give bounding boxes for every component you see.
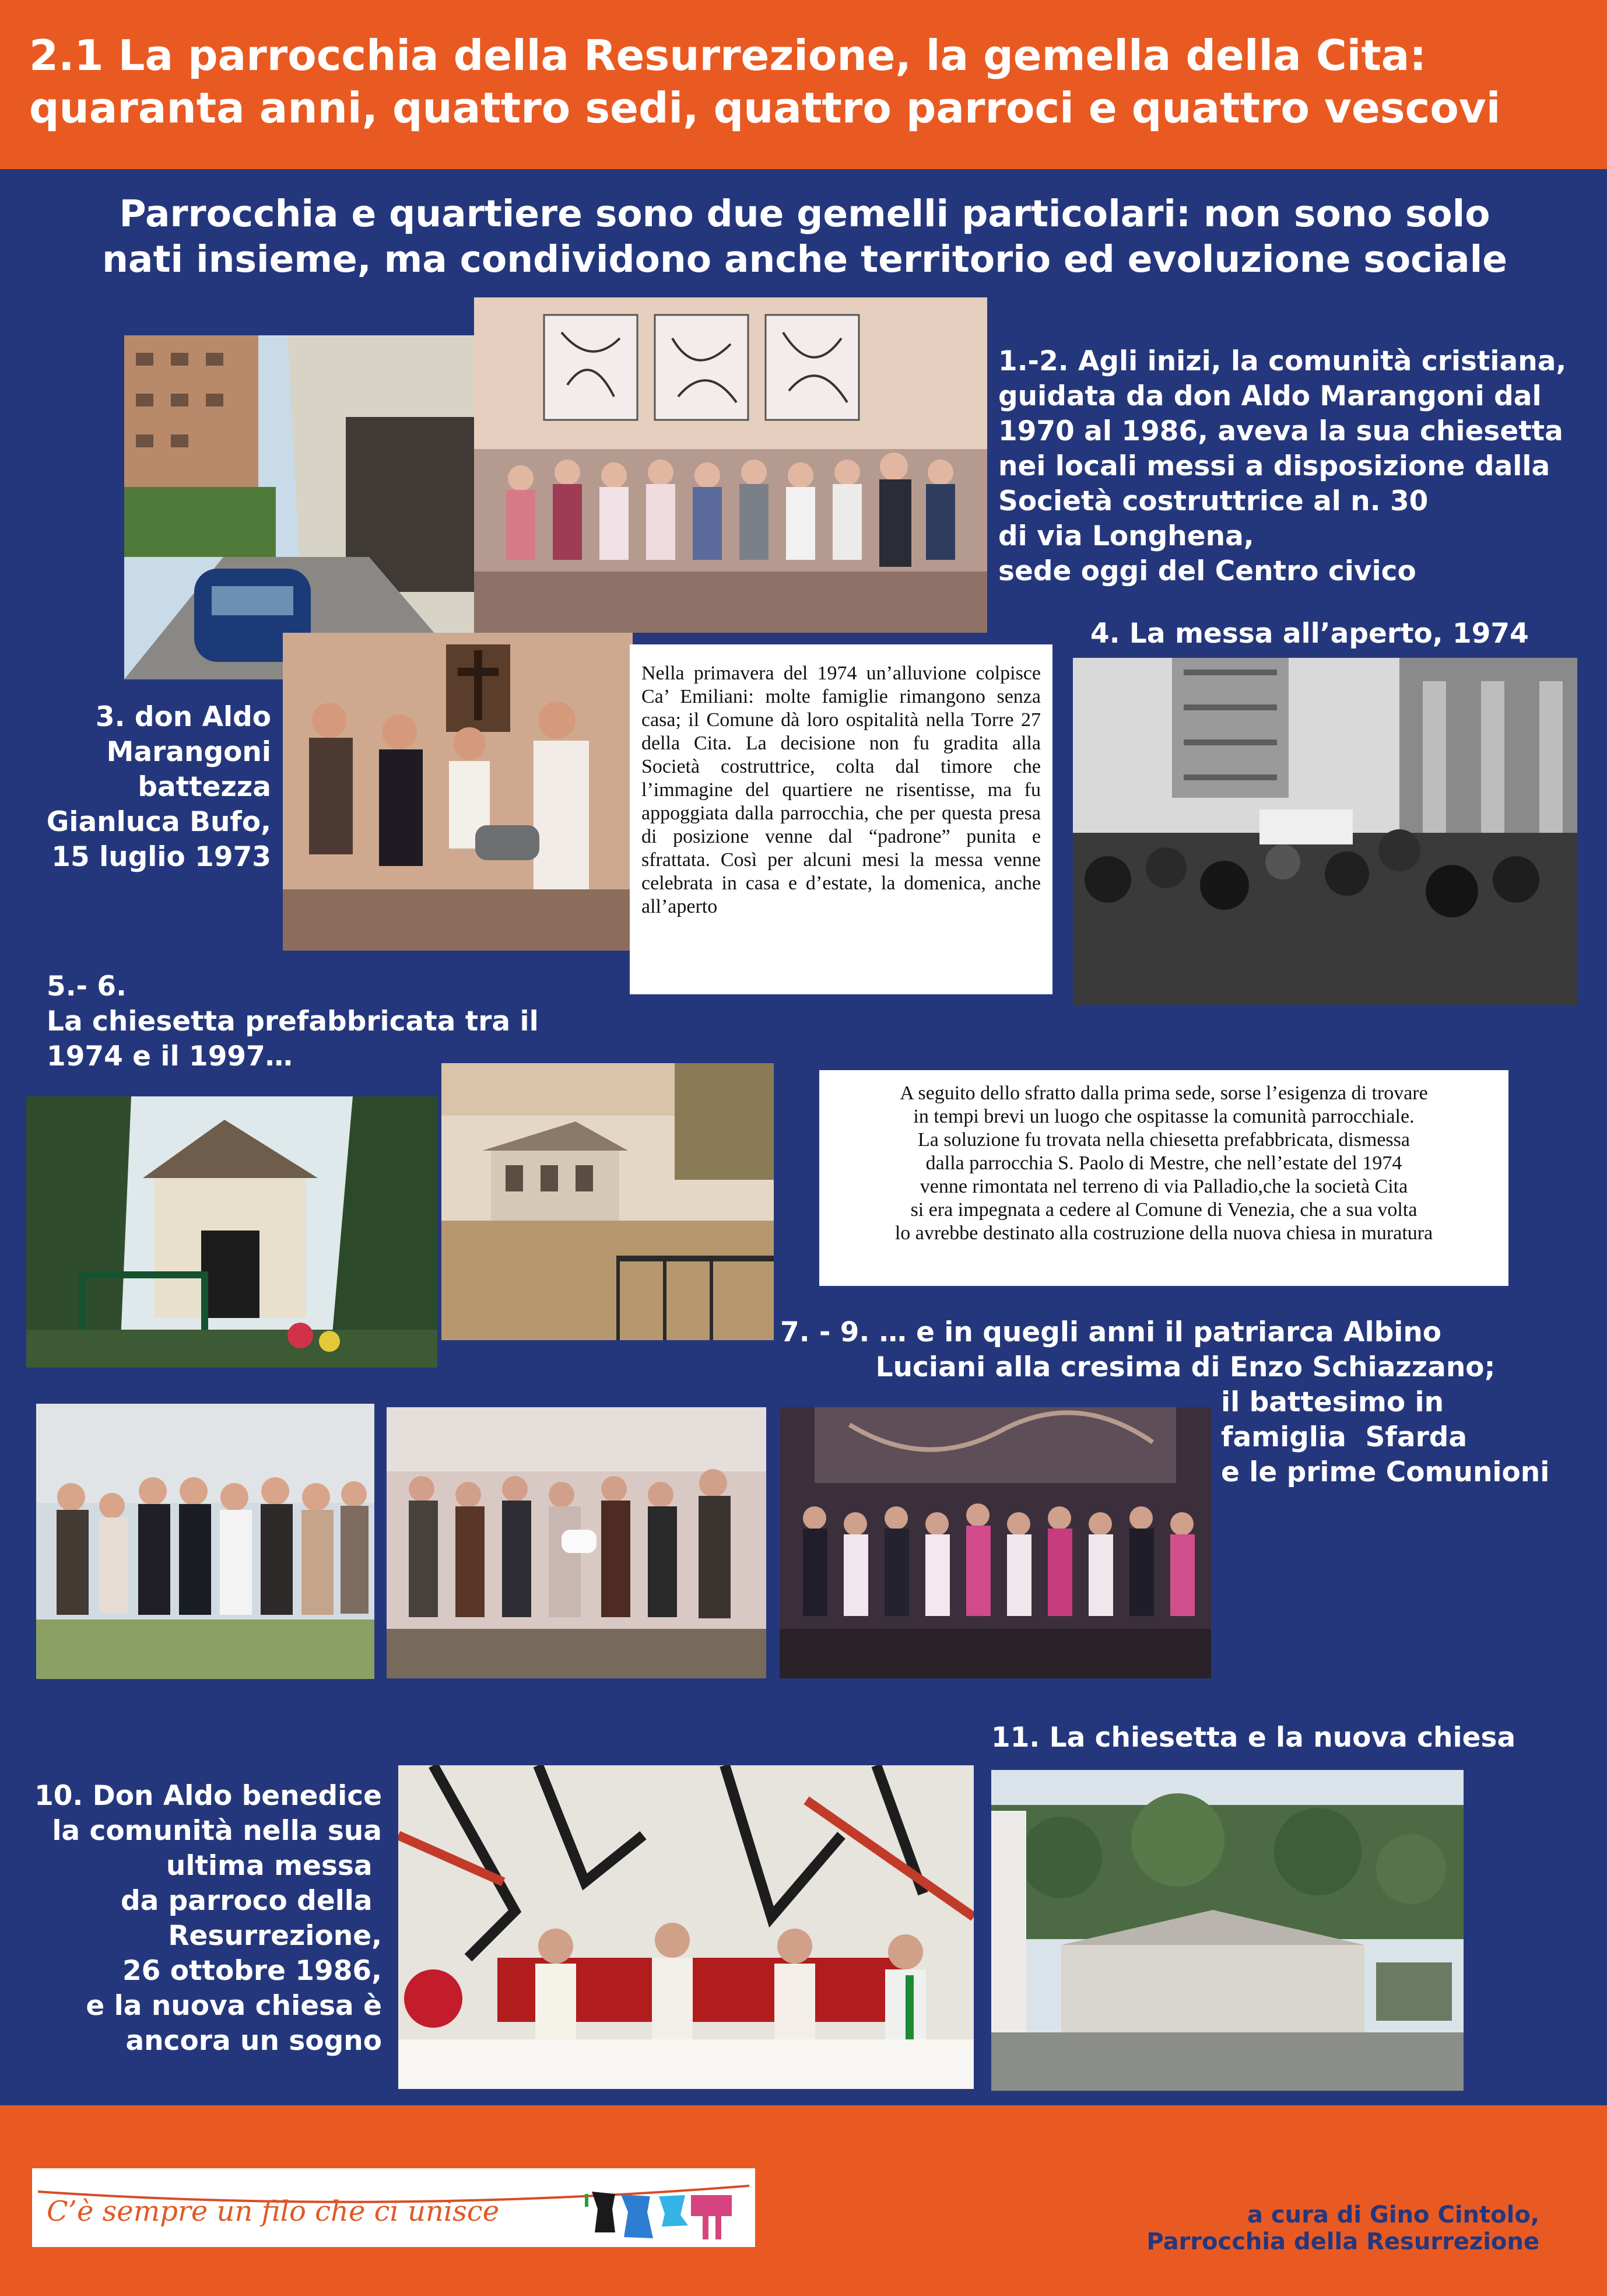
photo-street-via-longhena (124, 335, 474, 679)
credit (1050, 2202, 1539, 2255)
textbox-eviction-prefab: A seguito dello sfratto dalla prima sede, sorse l’esigenza di trovare in tempi brevi un luogo che ospitasse la comunità parrocchiale. La soluzione fu trovata nella chiesetta prefabbricata, dismessa dalla parrocchia S. Paolo di Mestre, che nell’estate del 1974 venne rimontata nel terreno di via Palladio,che la società Cita si era impegnata a cedere al Comune di Venezia, che a sua volta lo avrebbe destinato alla costruzione della nuova chiesa in muratura (819, 1070, 1508, 1286)
photo-prefab-church-entrance (26, 1096, 437, 1368)
caption-photos-7-9-cont: il battesimo in famiglia Sfarda e le prime Comunioni (1221, 1386, 1550, 1488)
caption-photos-1-2: 1.-2. Agli inizi, la comunità cristiana, guidata da don Aldo Marangoni dal 1970 al 1986, aveva la sua chiesetta nei locali messi a disposizione dalla Società costruttrice al n. 30 di via Longhena, sede oggi del Centro civico (998, 345, 1567, 587)
header-bar (0, 0, 1607, 169)
logo-clothesline-icon (32, 2168, 755, 2247)
subtitle-line-2: nati insieme, ma condividono anche territorio ed evoluzione sociale (102, 238, 1507, 281)
title-line-2: quaranta anni, quattro sedi, quattro parroci e quattro vescovi (29, 83, 1501, 132)
caption-photo-4: 4. La messa all’aperto, 1974 (1090, 618, 1529, 650)
caption-photo-3: 3. don Aldo Marangoni battezza Gianluca Bufo, 15 luglio 1973 (46, 701, 271, 873)
photo-baptism-1973 (283, 633, 633, 951)
title-line-1: 2.1 La parrocchia della Resurrezione, la gemella della Cita: (29, 31, 1427, 80)
photo-first-communions (780, 1407, 1211, 1678)
credit-line-1: a cura di Gino Cintolo, (1247, 2202, 1539, 2228)
subtitle-line-1: Parrocchia e quartiere sono due gemelli particolari: non sono solo (119, 192, 1490, 235)
caption-photos-5-6: 5.- 6. La chiesetta prefabbricata tra il 1974 e il 1997… (47, 970, 539, 1072)
caption-photo-11: 11. La chiesetta e la nuova chiesa (991, 1722, 1516, 1754)
photo-baptism-sfarda-family (387, 1407, 766, 1678)
photo-old-and-new-church (991, 1770, 1464, 2091)
logo-filo (32, 2168, 755, 2247)
credit-line-2: Parrocchia della Resurrezione (1146, 2228, 1539, 2255)
photo-confirmation-luciani (36, 1404, 374, 1679)
subtitle (76, 191, 1534, 282)
photo-outdoor-mass-1974 (1073, 658, 1577, 1005)
photo-prefab-church-field (441, 1063, 774, 1340)
photo-first-communion-1970s (474, 297, 987, 633)
caption-photo-10: 10. Don Aldo benedice la comunità nella sua ultima messa da parroco della Resurrezione, 26 ottobre 1986, e la nuova chiesa è ancora un sogno (34, 1780, 382, 2057)
textbox-flood-1974: Nella primavera del 1974 un’alluvione colpisce Ca’ Emiliani: molte famiglie rimangono senza casa; il Comune dà loro ospitalità nella Torre 27 della Cita. La decisione non fu gradita alla Società costruttrice, colta dal timore che l’immagine del quartiere ne risentisse, ma fu appoggiata dalla parrocchia, che per questa presa di posizione venne dal “padrone” punita e sfrattata. Così per alcuni mesi la messa venne celebrata in casa e d’estate, la domenica, anche all’aperto (630, 644, 1052, 994)
caption-photos-7-9: 7. - 9. … e in quegli anni il patriarca Albino Luciani alla cresima di Enzo Schiazzano; (780, 1316, 1496, 1383)
photo-last-mass-1986 (398, 1765, 974, 2089)
logo-text: C’è sempre un filo che ci unisce (47, 2195, 500, 2228)
page-title (29, 29, 1500, 134)
